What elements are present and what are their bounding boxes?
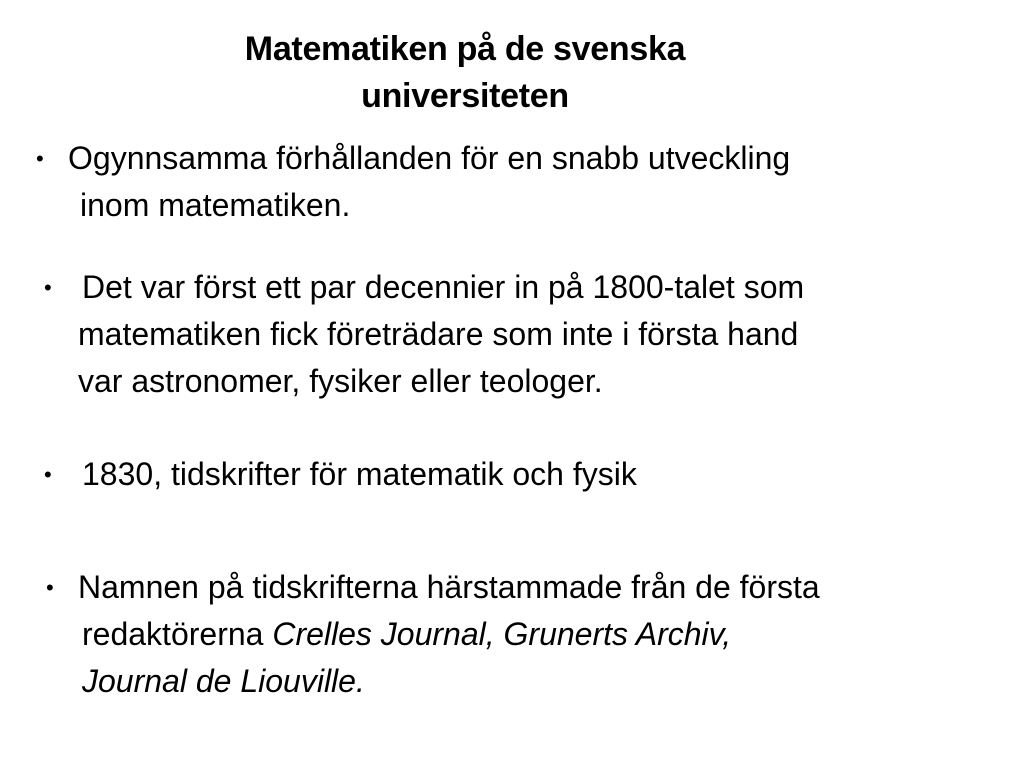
bullet-item-2	[44, 264, 804, 405]
bullet-item-3	[44, 451, 637, 498]
slide-title	[160, 26, 770, 120]
bullet-4-line-1: Namnen på tidskrifterna härstammade från de första	[78, 569, 820, 605]
title-line-1: Matematiken på de svenska	[244, 30, 686, 68]
bullet-2-line-3: var astronomer, fysiker eller teologer.	[78, 363, 603, 399]
bullet-2-line-2: matematiken fick företrädare som inte i första hand	[78, 316, 799, 352]
bullet-marker: •	[46, 575, 54, 600]
bullet-marker: •	[36, 146, 44, 171]
bullet-item-1	[36, 135, 790, 229]
bullet-1-line-2: inom matematiken.	[80, 187, 351, 223]
journal-names-italic: Crelles Journal, Grunerts Archiv,	[272, 616, 732, 652]
title-line-2: universiteten	[361, 77, 569, 115]
bullet-4-line-3: Journal de Liouville.	[82, 663, 365, 699]
bullet-item-4	[46, 564, 820, 705]
bullet-1-line-1: Ogynnsamma förhållanden för en snabb utveckling	[68, 140, 791, 176]
bullet-3-line-1: 1830, tidskrifter för matematik och fysik	[82, 456, 637, 492]
bullet-2-line-1: Det var först ett par decennier in på 1800-talet som	[82, 269, 805, 305]
bullet-4-line-2	[82, 611, 820, 658]
bullet-4-line-2-plain: redaktörerna	[82, 616, 273, 652]
bullet-marker: •	[44, 275, 52, 300]
bullet-marker: •	[44, 462, 52, 487]
